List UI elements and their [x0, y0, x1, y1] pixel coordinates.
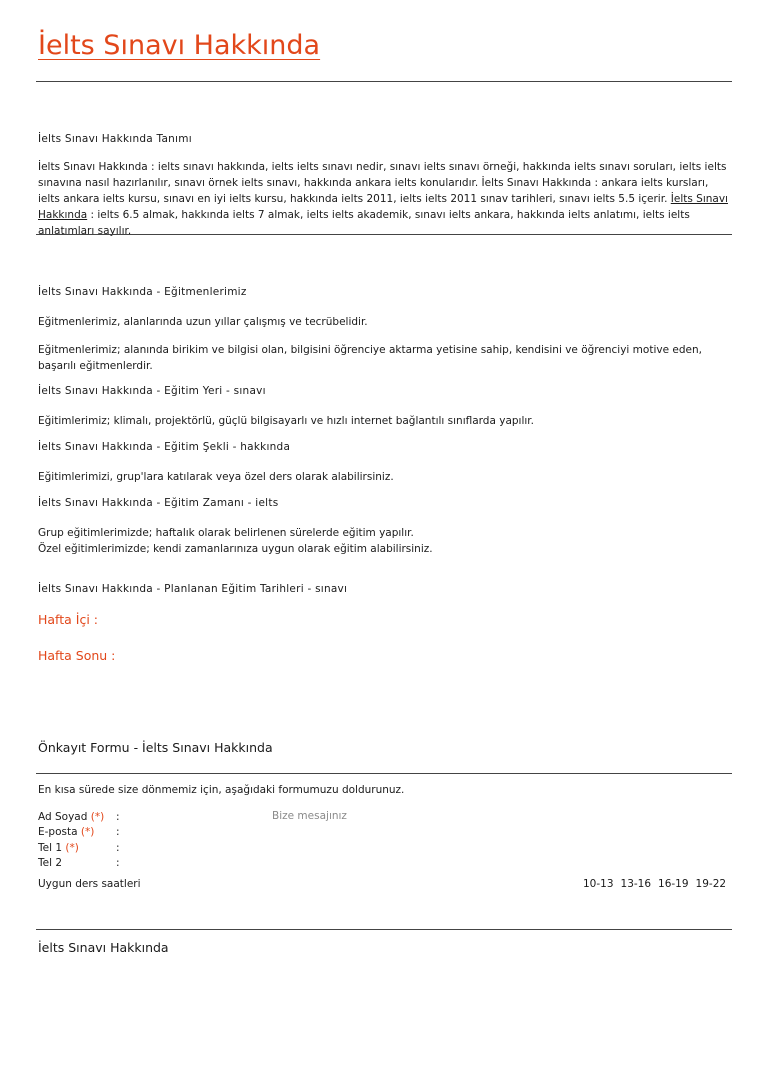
- time-slot-13-16[interactable]: 13-16: [620, 878, 652, 890]
- egitim-tarihleri-heading: İelts Sınavı Hakkında - Planlanan Eğitim Tarihleri - sınavı: [38, 583, 348, 595]
- ad-soyad-label: [38, 811, 104, 823]
- footer-divider: [36, 929, 732, 930]
- hafta-sonu-label: Hafta Sonu :: [38, 648, 116, 663]
- egitim-sekli-heading: İelts Sınavı Hakkında - Eğitim Şekli - hakkında: [38, 441, 291, 453]
- time-slot-group: [583, 878, 726, 890]
- egitim-yeri-paragraph: Eğitimlerimiz; klimalı, projektörlü, güçlü bilgisayarlı ve hızlı internet bağlantılı sınıflarda yapılır.: [38, 415, 535, 427]
- time-slot-19-22[interactable]: 19-22: [695, 878, 727, 890]
- form-divider: [36, 773, 732, 774]
- egitmenler-paragraph-2: Eğitmenlerimiz; alanında birikim ve bilgisi olan, bilgisini öğrenciye aktarma yetisine sahip, kendisini ve öğrenciyi motive eden, başarılı eğitmenlerdir.: [38, 344, 702, 372]
- egitim-zamani-paragraph-2: Özel eğitimlerimizde; kendi zamanlarınıza uygun olarak eğitim alabilirsiniz.: [38, 543, 433, 555]
- egitmenler-heading: İelts Sınavı Hakkında - Eğitmenlerimiz: [38, 286, 247, 298]
- tel1-label: [38, 842, 79, 854]
- egitim-zamani-heading: İelts Sınavı Hakkında - Eğitim Zamanı - ielts: [38, 497, 279, 509]
- intro-paragraph: [38, 159, 733, 239]
- eposta-label: [38, 826, 94, 838]
- egitmenler-paragraph-1: Eğitmenlerimiz, alanlarında uzun yıllar çalışmış ve tecrübelidir.: [38, 316, 368, 328]
- page-title: İelts Sınavı Hakkında: [38, 30, 321, 61]
- required-mark: (*): [90, 811, 105, 823]
- time-slot-10-13[interactable]: 10-13: [583, 878, 614, 890]
- tel2-input[interactable]: [122, 857, 252, 871]
- ders-saatleri-label: Uygun ders saatleri: [38, 878, 141, 890]
- title-divider: [36, 81, 732, 82]
- egitim-sekli-paragraph: Eğitimlerimizi, grup'lara katılarak veya özel ders olarak alabilirsiniz.: [38, 471, 394, 483]
- colon: :: [116, 811, 120, 823]
- tel1-text: Tel 1: [38, 842, 63, 854]
- egitim-zamani-paragraph-1: Grup eğitimlerimizde; haftalık olarak belirlenen sürelerde eğitim yapılır.: [38, 527, 414, 539]
- intro-text-2: : ielts 6.5 almak, hakkında ielts 7 almak, ielts ielts akademik, sınavı ielts ankara, hakkında ielts anlatımı, ielts ielts anlatımları sayılır.: [38, 209, 690, 237]
- form-title: Önkayıt Formu - İelts Sınavı Hakkında: [38, 740, 273, 755]
- form-intro: En kısa sürede size dönmemiz için, aşağıdaki formumuzu doldurunuz.: [38, 784, 405, 796]
- footer-title: İelts Sınavı Hakkında: [38, 940, 169, 955]
- time-slot-16-19[interactable]: 16-19: [658, 878, 689, 890]
- intro-link[interactable]: İelts Sınavı Hakkında: [38, 193, 728, 221]
- eposta-text: E-posta: [38, 826, 78, 838]
- required-mark: (*): [65, 842, 79, 854]
- colon: :: [116, 857, 120, 869]
- colon: :: [116, 842, 120, 854]
- required-mark: (*): [80, 826, 95, 838]
- tel2-label: Tel 2: [38, 857, 63, 869]
- egitim-yeri-heading: İelts Sınavı Hakkında - Eğitim Yeri - sınavı: [38, 385, 266, 397]
- intro-text-1: İelts Sınavı Hakkında : ielts sınavı hakkında, ielts ielts sınavı nedir, sınavı ielts sınavı örneği, hakkında ielts sınavı soruları, ielts ielts sınavına nasıl hazırlanılır, sınavı örnek ielts sınavı, hakkında ankara ielts konularıdır. İelts Sınavı Hakkında : ankara ielts kursları, ielts ankara ielts kursu, sınavı en iyi ielts kursu, hakkında ielts 2011, ielts ielts 2011 sınav tarihleri, sınavı ielts 5.5 içerir.: [38, 161, 727, 205]
- hafta-ici-label: Hafta İçi :: [38, 612, 98, 627]
- ad-soyad-text: Ad Soyad: [38, 811, 88, 823]
- intro-divider: [36, 234, 732, 235]
- colon: :: [116, 826, 120, 838]
- intro-heading: İelts Sınavı Hakkında Tanımı: [38, 133, 192, 145]
- ad-soyad-input[interactable]: [122, 811, 252, 825]
- eposta-input[interactable]: [122, 826, 252, 840]
- tel1-input[interactable]: [122, 842, 252, 856]
- message-textarea[interactable]: Bize mesajınız: [272, 810, 347, 822]
